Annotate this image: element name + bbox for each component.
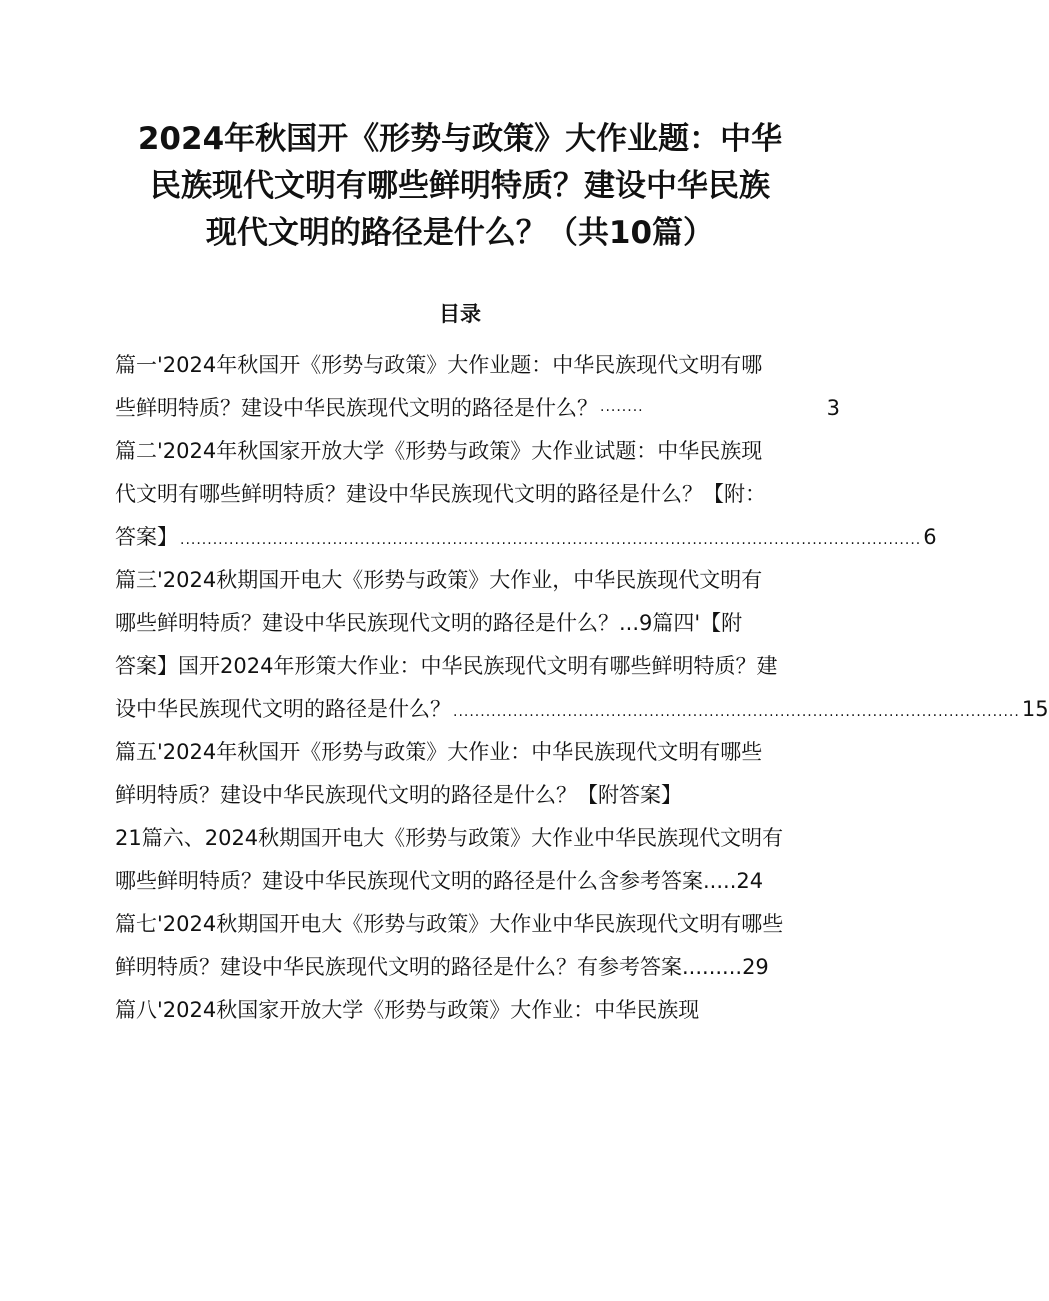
toc-line-text: 设中华民族现代文明的路径是什么？ bbox=[115, 697, 451, 721]
toc-line-text: 哪些鲜明特质？建设中华民族现代文明的路径是什么？...9篇四'【附 bbox=[115, 611, 743, 635]
toc-line-text: 篇二'2024年秋国家开放大学《形势与政策》大作业试题：中华民族现 bbox=[115, 439, 763, 463]
toc-line[interactable] bbox=[115, 645, 840, 688]
toc-line[interactable] bbox=[115, 473, 840, 516]
toc-line[interactable] bbox=[115, 774, 840, 817]
toc-line-text: 篇五'2024年秋国开《形势与政策》大作业：中华民族现代文明有哪些 bbox=[115, 740, 763, 764]
toc-line[interactable] bbox=[115, 559, 840, 602]
toc-line-text: 篇一'2024年秋国开《形势与政策》大作业题：中华民族现代文明有哪 bbox=[115, 353, 763, 377]
toc-line-text: 篇七'2024秋期国开电大《形势与政策》大作业中华民族现代文明有哪些 bbox=[115, 912, 784, 936]
toc-line[interactable] bbox=[115, 860, 840, 903]
toc-line-text: 21篇六、2024秋期国开电大《形势与政策》大作业中华民族现代文明有 bbox=[115, 826, 784, 850]
toc-line[interactable] bbox=[115, 688, 1049, 731]
title-line-1: 2024年秋国开《形势与政策》大作业题：中华 bbox=[137, 121, 783, 157]
table-of-contents bbox=[115, 344, 1049, 1032]
toc-dot-leader: ........................................................................................................................................ bbox=[180, 532, 922, 548]
toc-line[interactable] bbox=[115, 344, 840, 387]
toc-line-text: 鲜明特质？建设中华民族现代文明的路径是什么？【附答案】 bbox=[115, 783, 682, 807]
toc-line[interactable] bbox=[115, 989, 840, 1032]
toc-page-number: 6 bbox=[923, 525, 937, 549]
toc-line-text: 些鲜明特质？建设中华民族现代文明的路径是什么？ bbox=[115, 396, 598, 420]
toc-line[interactable] bbox=[115, 946, 840, 989]
toc-line-text: 答案】 bbox=[115, 525, 178, 549]
title-line-3: 现代文明的路径是什么？（共10篇） bbox=[205, 215, 715, 251]
toc-line-text: 代文明有哪些鲜明特质？建设中华民族现代文明的路径是什么？【附： bbox=[115, 482, 766, 506]
toc-line[interactable] bbox=[115, 387, 840, 430]
toc-line[interactable] bbox=[115, 430, 840, 473]
toc-line-text: 鲜明特质？建设中华民族现代文明的路径是什么？有参考答案.........29 bbox=[115, 955, 769, 979]
toc-line[interactable] bbox=[115, 516, 937, 559]
toc-page-number: 15 bbox=[1021, 697, 1049, 721]
toc-page-number: 3 bbox=[826, 396, 840, 420]
document-title bbox=[120, 116, 800, 257]
toc-line-text: 哪些鲜明特质？建设中华民族现代文明的路径是什么含参考答案.....24 bbox=[115, 869, 764, 893]
toc-heading: 目录 bbox=[439, 302, 481, 326]
title-line-2: 民族现代文明有哪些鲜明特质？建设中华民族 bbox=[150, 168, 770, 204]
toc-dot-leader: ········ bbox=[600, 403, 644, 419]
toc-line-text: 答案】国开2024年形策大作业：中华民族现代文明有哪些鲜明特质？建 bbox=[115, 654, 778, 678]
toc-line[interactable] bbox=[115, 817, 840, 860]
toc-line-text: 篇八'2024秋国家开放大学《形势与政策》大作业：中华民族现 bbox=[115, 998, 700, 1022]
toc-line[interactable] bbox=[115, 731, 840, 774]
toc-line[interactable] bbox=[115, 903, 840, 946]
toc-dot-leader: ........................................................................................................ bbox=[453, 704, 1020, 720]
toc-line[interactable] bbox=[115, 602, 840, 645]
toc-line-text: 篇三'2024秋期国开电大《形势与政策》大作业，中华民族现代文明有 bbox=[115, 568, 763, 592]
